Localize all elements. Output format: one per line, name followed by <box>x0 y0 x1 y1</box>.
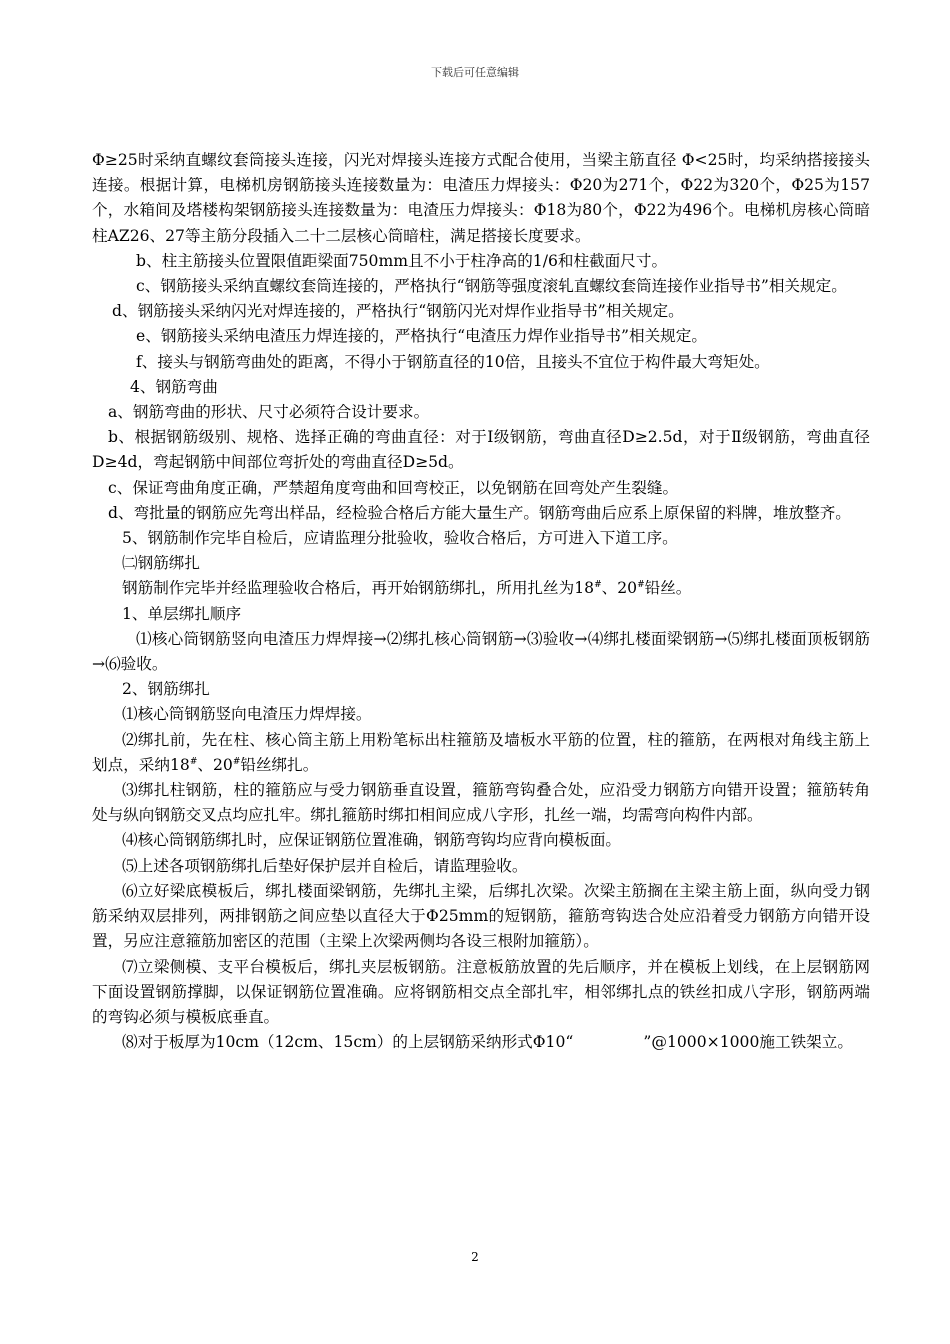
paragraph: d、钢筋接头采纳闪光对焊连接的，严格执行“钢筋闪光对焊作业指导书”相关规定。 <box>112 302 684 321</box>
paragraph: a、钢筋弯曲的形状、尺寸必须符合设计要求。 <box>108 403 430 422</box>
text-span: ⑻对于板厚为10cm（12cm、15cm）的上层钢筋采纳形式Φ10“ <box>122 1033 574 1052</box>
paragraph <box>92 1030 870 1055</box>
text-span: 钢筋制作完毕并经监理验收合格后，再开始钢筋绑扎，所用扎丝为18 <box>122 579 595 598</box>
text-span: ⑵绑扎前，先在柱、核心筒主筋上用粉笔标出柱箍筋及墙板水平筋的位置，柱的箍筋，在两根对角线主筋上划点，采纳18 <box>92 730 870 774</box>
text-span: 、 <box>601 579 618 598</box>
paragraph: ⑴核心筒钢筋竖向电渣压力焊焊接。 <box>122 705 372 724</box>
text-span: 20 <box>212 755 233 774</box>
paragraph: 5、钢筋制作完毕自检后，应请监理分批验收，验收合格后，方可进入下道工序。 <box>122 529 678 548</box>
superscript-mark: # <box>232 756 241 767</box>
paragraph: Φ≥25时采纳直螺纹套筒接头连接，闪光对焊接头连接方式配合使用，当梁主筋直径 Φ<25时，均采纳搭接接头连接。根据计算，电梯机房钢筋接头连接数量为：电渣压力焊接头：Φ20为271个，Φ22为320个，Φ25为157个，水箱间及塔楼构架钢筋接头连接数量为：电渣压力焊接头：Φ18为80个，Φ22为496个。电梯机房核心筒暗柱AZ26、27等主筋分段插入二十二层核心筒暗柱，满足搭接长度要求。 <box>92 151 870 245</box>
superscript-mark: # <box>189 756 198 767</box>
paragraph: c、钢筋接头采纳直螺纹套筒连接的，严格执行“钢筋等强度滚轧直螺纹套筒连接作业指导书”相关规定。 <box>136 277 847 296</box>
paragraph: ⑺立梁侧模、支平台模板后，绑扎夹层板钢筋。注意板筋放置的先后顺序，并在模板上划线，在上层钢筋网下面设置钢筋撑脚，以保证钢筋位置准确。应将钢筋相交点全部扎牢，相邻绑扎点的铁丝扣成八字形，钢筋两端的弯钩必须与模板底垂直。 <box>92 957 870 1026</box>
paragraph <box>92 728 870 778</box>
section-heading: 2、钢筋绑扎 <box>122 680 210 699</box>
section-heading: 1、单层绑扎顺序 <box>122 604 242 623</box>
section-heading: 4、钢筋弯曲 <box>130 377 218 396</box>
paragraph: c、保证弯曲角度正确，严禁超角度弯曲和回弯校正，以免钢筋在回弯处产生裂缝。 <box>108 478 679 497</box>
paragraph: ⑴核心筒钢筋竖向电渣压力焊焊接→⑵绑扎核心筒钢筋→⑶验收→⑷绑扎楼面梁钢筋→⑸绑扎楼面顶板钢筋→⑹验收。 <box>92 629 870 674</box>
text-span: 铅丝。 <box>644 579 692 598</box>
paragraph: ⑸上述各项钢筋绑扎后垫好保护层并自检后，请监理验收。 <box>122 856 528 875</box>
superscript-mark: # <box>637 580 645 591</box>
paragraph: ⑷核心筒钢筋绑扎时，应保证钢筋位置准确，钢筋弯钩均应背向模板面。 <box>122 831 622 850</box>
page-number: 2 <box>471 1250 479 1264</box>
paragraph: ⑹立好梁底模板后，绑扎楼面梁钢筋，先绑扎主梁，后绑扎次梁。次梁主筋搁在主梁主筋上面，纵向受力钢筋采纳双层排列，两排钢筋之间应垫以直径大于Φ25mm的短钢筋，箍筋弯钩迭合处应沿着受力钢筋方向错开设置，另应注意箍筋加密区的范围（主梁上次梁两侧均各设三根附加箍筋）。 <box>92 881 870 951</box>
text-span: 铅丝绑扎。 <box>240 755 319 774</box>
superscript-mark: # <box>594 580 602 591</box>
paragraph: ⑶绑扎柱钢筋，柱的箍筋应与受力钢筋垂直设置，箍筋弯钩叠合处，应沿受力钢筋方向错开设置；箍筋转角处与纵向钢筋交叉点均应扎牢。绑扎箍筋时绑扣相间应成八字形，扎丝一端，均需弯向构件内部。 <box>92 781 870 825</box>
text-span: ”@1000×1000施工铁架立。 <box>643 1033 853 1052</box>
paragraph: b、根据钢筋级别、规格、选择正确的弯曲直径：对于Ⅰ级钢筋，弯曲直径D≥2.5d，对于Ⅱ级钢筋，弯曲直径D≥4d，弯起钢筋中间部位弯折处的弯曲直径D≥5d。 <box>92 428 870 472</box>
paragraph <box>92 576 870 601</box>
document-body <box>92 148 870 1055</box>
paragraph: b、柱主筋接头位置限值距梁面750mm且不小于柱净高的1/6和柱截面尺寸。 <box>136 251 668 270</box>
text-span: 20 <box>617 579 638 598</box>
paragraph: f、接头与钢筋弯曲处的距离，不得小于钢筋直径的10倍，且接头不宜位于构件最大弯矩处。 <box>136 352 770 371</box>
text-span: 、 <box>197 755 213 774</box>
section-heading: ㈡钢筋绑扎 <box>122 554 200 573</box>
page-header: 下载后可任意编辑 <box>431 66 519 79</box>
paragraph: d、弯批量的钢筋应先弯出样品，经检验合格后方能大量生产。钢筋弯曲后应系上原保留的料牌，堆放整齐。 <box>108 503 851 522</box>
paragraph: e、钢筋接头采纳电渣压力焊连接的，严格执行“电渣压力焊作业指导书”相关规定。 <box>136 327 707 346</box>
